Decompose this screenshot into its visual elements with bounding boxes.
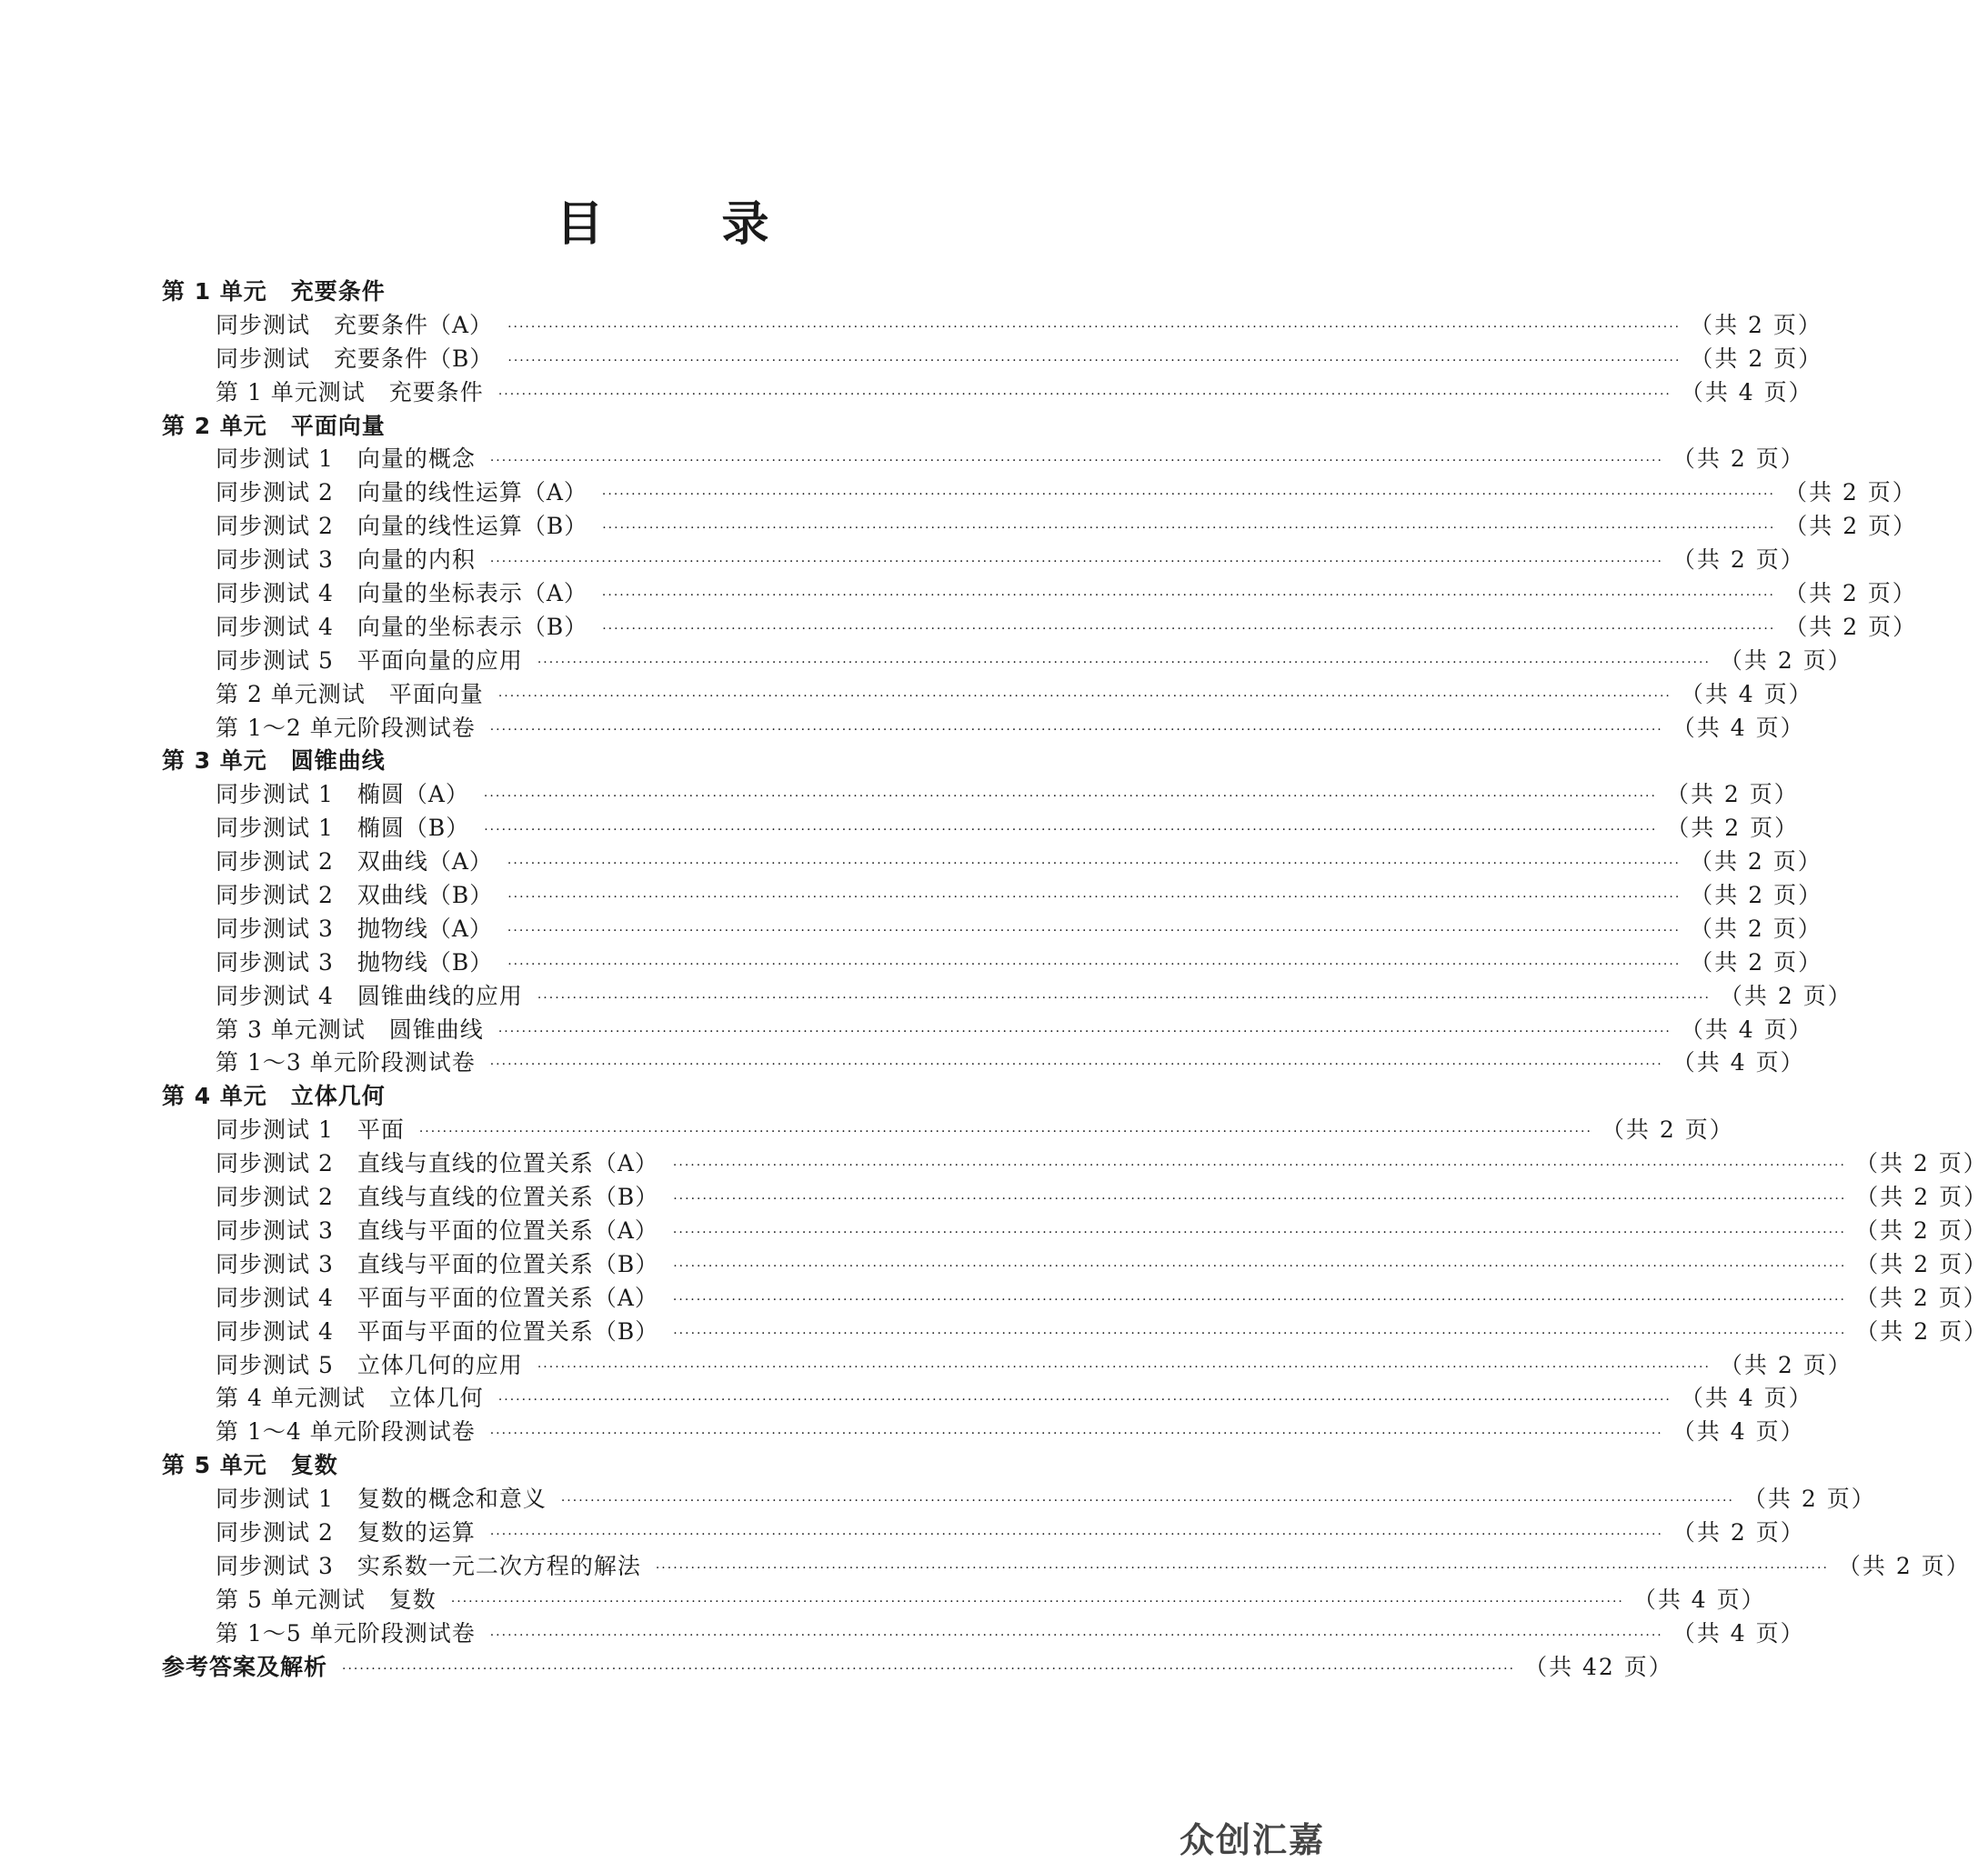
dot-leader: ········································································································································································································ (450, 1594, 1624, 1609)
toc-entry (162, 879, 1823, 913)
dot-leader: ········································································································································································································ (497, 688, 1672, 704)
toc-page-count: （共 2 页） (1784, 613, 1918, 640)
toc-entry (162, 712, 1805, 746)
toc-entry (162, 343, 1823, 376)
toc-page-count: （共 2 页） (1784, 513, 1918, 540)
toc-entry-label: 第 1 单元测试 充要条件 (216, 378, 484, 405)
toc-entry-label: 同步测试 4 平面与平面的位置关系（A） (216, 1284, 658, 1311)
toc-page-count: （共 2 页） (1719, 646, 1852, 674)
dot-leader: ········································································································································································································ (537, 1359, 1711, 1375)
toc-entry (162, 376, 1813, 410)
toc-entry-label: 同步测试 3 直线与平面的位置关系（A） (216, 1216, 658, 1244)
unit-heading-label: 第 4 单元 立体几何 (162, 1083, 386, 1110)
toc-entry (162, 1517, 1805, 1550)
dot-leader: ········································································································································································································ (483, 789, 1657, 805)
dot-leader: ········································································································································································································ (507, 353, 1682, 368)
unit-heading-label: 第 3 单元 圆锥曲线 (162, 747, 386, 775)
dot-leader: ········································································································································································································ (673, 1258, 1847, 1274)
dot-leader: ········································································································································································································ (497, 1393, 1672, 1408)
toc-page-count: （共 2 页） (1672, 445, 1805, 473)
toc-entry (162, 1248, 1988, 1282)
dot-leader: ········································································································································································································ (342, 1661, 1516, 1677)
toc-page-count: （共 2 页） (1689, 848, 1822, 876)
toc-entry (162, 1382, 1813, 1416)
toc-entry-label: 同步测试 1 平面 (216, 1116, 405, 1144)
toc-entry (162, 1181, 1988, 1215)
dot-leader: ········································································································································································································ (489, 555, 1663, 570)
toc-entry-label: 同步测试 5 立体几何的应用 (216, 1351, 523, 1378)
toc-entry-label: 同步测试 1 向量的概念 (216, 445, 476, 473)
toc-page-count: （共 4 页） (1680, 1385, 1813, 1412)
dot-leader: ········································································································································································································ (601, 487, 1775, 503)
toc-page-count: （共 4 页） (1680, 378, 1813, 405)
dot-leader: ········································································································································································································ (672, 1158, 1846, 1174)
toc-unit-heading (162, 1449, 1161, 1483)
toc-entry-label: 第 5 单元测试 复数 (216, 1586, 437, 1613)
toc-page-count: （共 2 页） (1665, 781, 1799, 808)
toc-page-count: （共 2 页） (1689, 915, 1822, 942)
toc-page-count: （共 4 页） (1672, 1418, 1805, 1446)
unit-heading-label: 第 5 单元 复数 (162, 1452, 338, 1479)
dot-leader: ········································································································································································································ (507, 956, 1682, 972)
toc-entry-label: 第 1～5 单元阶段测试卷 (216, 1619, 476, 1647)
toc-page-count: （共 2 页） (1719, 1351, 1852, 1378)
toc-entry (162, 1046, 1805, 1080)
toc-entry-label: 同步测试 4 圆锥曲线的应用 (216, 982, 523, 1009)
dot-leader: ········································································································································································································ (489, 1057, 1663, 1073)
dot-leader: ········································································································································································································ (655, 1560, 1829, 1576)
toc-entry-label: 参考答案及解析 (162, 1653, 328, 1680)
table-of-contents (162, 275, 1988, 1684)
toc-page-count: （共 4 页） (1672, 1619, 1805, 1647)
toc-entry (162, 645, 1852, 678)
dot-leader: ········································································································································································································ (507, 923, 1681, 938)
toc-entry (162, 1282, 1988, 1316)
toc-page-count: （共 2 页） (1855, 1250, 1988, 1277)
toc-entry-label: 同步测试 2 双曲线（B） (216, 882, 494, 909)
toc-page-count: （共 2 页） (1719, 982, 1852, 1009)
toc-entry-label: 同步测试 3 抛物线（A） (216, 915, 493, 942)
toc-entry-label: 第 3 单元测试 圆锥曲线 (216, 1016, 484, 1043)
dot-leader: ········································································································································································································ (602, 521, 1776, 536)
toc-entry (162, 678, 1813, 712)
watermark-logo: 众创汇嘉 (1179, 1820, 1325, 1860)
dot-leader: ········································································································································································································ (507, 856, 1681, 872)
toc-entry-label: 同步测试 3 实系数一元二次方程的解法 (216, 1552, 641, 1579)
dot-leader: ········································································································································································································ (673, 1326, 1847, 1341)
toc-entry (162, 1349, 1852, 1383)
toc-entry (162, 544, 1805, 577)
toc-page-count: （共 2 页） (1854, 1284, 1988, 1311)
unit-heading-label: 第 2 单元 平面向量 (162, 412, 386, 439)
toc-entry (162, 812, 1800, 846)
dot-leader: ········································································································································································································ (537, 655, 1711, 670)
toc-entry (162, 510, 1918, 544)
dot-leader: ········································································································································································································ (489, 1627, 1663, 1643)
toc-unit-heading (162, 1080, 1161, 1114)
toc-page-count: （共 2 页） (1690, 311, 1822, 338)
toc-entry-label: 同步测试 2 双曲线（A） (216, 848, 493, 876)
toc-entry-label: 同步测试 3 抛物线（B） (216, 948, 494, 976)
toc-page-count: （共 4 页） (1672, 1049, 1805, 1076)
toc-entry (162, 1316, 1988, 1349)
toc-entry (162, 1215, 1988, 1248)
toc-entry (162, 1550, 1971, 1584)
toc-entry (162, 913, 1822, 946)
toc-entry (162, 846, 1822, 879)
toc-entry-label: 同步测试 2 向量的线性运算（A） (216, 479, 587, 506)
toc-entry-label: 同步测试 4 向量的坐标表示（B） (216, 613, 588, 640)
toc-entry-label: 同步测试 3 直线与平面的位置关系（B） (216, 1250, 659, 1277)
toc-unit-heading (162, 745, 1161, 778)
toc-answers-row (162, 1651, 1673, 1685)
dot-leader: ········································································································································································································ (507, 319, 1682, 335)
toc-page-count: （共 2 页） (1854, 1150, 1988, 1177)
dot-leader: ········································································································································································································ (484, 823, 1658, 838)
toc-entry (162, 1416, 1805, 1449)
toc-unit-heading (162, 410, 1161, 444)
unit-heading-label: 第 1 单元 充要条件 (162, 278, 386, 305)
toc-entry (162, 946, 1823, 980)
toc-entry (162, 1483, 1876, 1517)
toc-page-count: （共 2 页） (1672, 1518, 1805, 1546)
toc-page-count: （共 2 页） (1855, 1184, 1988, 1211)
dot-leader: ········································································································································································································ (489, 454, 1663, 469)
toc-entry-label: 同步测试 1 椭圆（A） (216, 781, 469, 808)
toc-entry (162, 1617, 1805, 1651)
toc-entry (162, 611, 1918, 645)
toc-page-count: （共 2 页） (1690, 882, 1823, 909)
toc-page-count: （共 2 页） (1672, 546, 1805, 574)
toc-entry (162, 1584, 1766, 1617)
toc-page-count: （共 2 页） (1690, 345, 1823, 372)
dot-leader: ········································································································································································································ (489, 1427, 1663, 1442)
dot-leader: ········································································································································································································ (497, 386, 1672, 402)
toc-entry-label: 同步测试 5 平面向量的应用 (216, 646, 523, 674)
toc-page-count: （共 4 页） (1672, 714, 1805, 741)
toc-page-count: （共 2 页） (1783, 580, 1917, 607)
dot-leader: ········································································································································································································ (601, 588, 1775, 604)
toc-unit-heading (162, 275, 1161, 309)
toc-entry-label: 同步测试 1 椭圆（B） (216, 815, 470, 842)
toc-page-count: （共 2 页） (1742, 1486, 1876, 1513)
dot-leader: ········································································································································································································ (418, 1125, 1592, 1140)
dot-leader: ········································································································································································································ (673, 1192, 1847, 1207)
dot-leader: ········································································································································································································ (507, 890, 1682, 906)
toc-entry (162, 476, 1917, 510)
toc-entry (162, 1014, 1813, 1047)
toc-page-count: （共 2 页） (1837, 1552, 1971, 1579)
toc-entry-label: 第 2 单元测试 平面向量 (216, 680, 484, 707)
toc-entry-label: 同步测试 充要条件（A） (216, 311, 494, 338)
toc-entry-label: 同步测试 4 向量的坐标表示（A） (216, 580, 587, 607)
toc-entry-label: 同步测试 2 向量的线性运算（B） (216, 513, 588, 540)
toc-entry (162, 980, 1852, 1014)
toc-entry-label: 同步测试 1 复数的概念和意义 (216, 1486, 547, 1513)
toc-entry-label: 同步测试 2 直线与直线的位置关系（B） (216, 1184, 659, 1211)
dot-leader: ········································································································································································································ (489, 722, 1663, 737)
toc-entry-label: 第 4 单元测试 立体几何 (216, 1385, 484, 1412)
dot-leader: ········································································································································································································ (497, 1024, 1672, 1039)
toc-entry-label: 第 1～2 单元阶段测试卷 (216, 714, 476, 741)
toc-page-count: （共 2 页） (1855, 1317, 1988, 1345)
dot-leader: ········································································································································································································ (672, 1225, 1846, 1240)
dot-leader: ········································································································································································································ (672, 1292, 1846, 1307)
toc-page-count: （共 2 页） (1854, 1216, 1988, 1244)
toc-page-count: （共 4 页） (1680, 680, 1813, 707)
toc-page-count: （共 42 页） (1524, 1653, 1673, 1680)
toc-entry-label: 第 1～4 单元阶段测试卷 (216, 1418, 476, 1446)
toc-entry-label: 同步测试 4 平面与平面的位置关系（B） (216, 1317, 659, 1345)
dot-leader: ········································································································································································································ (537, 990, 1711, 1006)
toc-entry-label: 同步测试 2 复数的运算 (216, 1518, 476, 1546)
toc-entry (162, 577, 1917, 611)
toc-entry-label: 同步测试 充要条件（B） (216, 345, 494, 372)
dot-leader: ········································································································································································································ (560, 1494, 1734, 1509)
toc-entry (162, 1114, 1734, 1147)
toc-entry-label: 同步测试 2 直线与直线的位置关系（A） (216, 1150, 658, 1177)
toc-page-count: （共 2 页） (1666, 815, 1800, 842)
toc-page-count: （共 2 页） (1601, 1116, 1734, 1144)
dot-leader: ········································································································································································································ (602, 621, 1776, 636)
toc-entry-label: 第 1～3 单元阶段测试卷 (216, 1049, 476, 1076)
toc-entry (162, 443, 1805, 476)
dot-leader: ········································································································································································································ (489, 1527, 1663, 1542)
toc-entry (162, 309, 1822, 343)
page-title: 目 录 (556, 197, 820, 252)
toc-entry-label: 同步测试 3 向量的内积 (216, 546, 476, 574)
toc-page-count: （共 2 页） (1783, 479, 1917, 506)
toc-entry (162, 1147, 1988, 1181)
toc-entry (162, 778, 1799, 812)
toc-page-count: （共 4 页） (1680, 1016, 1813, 1043)
toc-page-count: （共 4 页） (1632, 1586, 1766, 1613)
toc-page-count: （共 2 页） (1690, 948, 1823, 976)
